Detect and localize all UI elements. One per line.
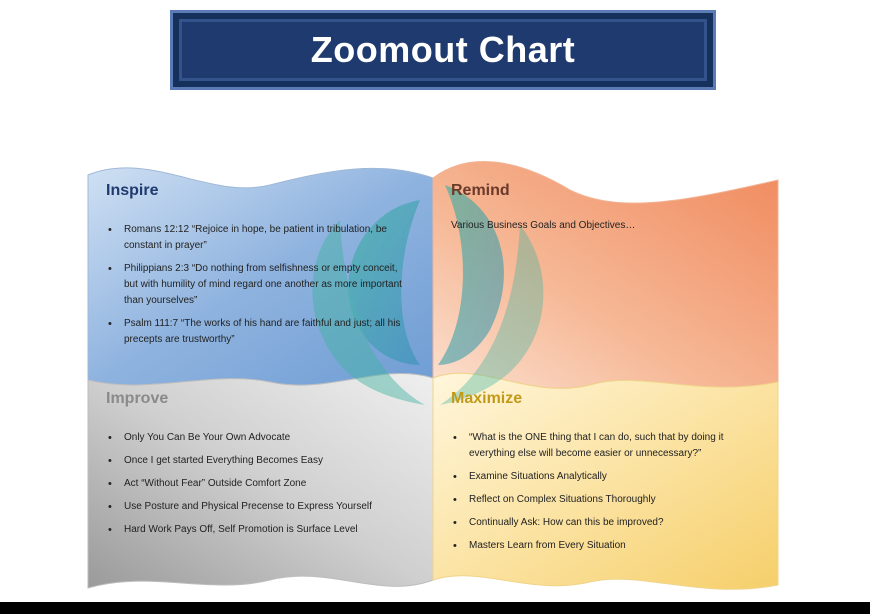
list-item: • “What is the ONE thing that I can do, such that by doing it everything else will become easier or unnecessary?” xyxy=(469,430,751,462)
list-item: • Masters Learn from Every Situation xyxy=(469,538,751,554)
inspire-heading: Inspire xyxy=(106,182,159,199)
remind-text: Various Business Goals and Objectives… xyxy=(451,220,636,231)
inspire-section xyxy=(106,182,406,355)
maximize-section xyxy=(451,390,751,561)
improve-section xyxy=(106,390,406,545)
inspire-list xyxy=(106,222,406,348)
list-item: • Psalm 111:7 “The works of his hand are faithful and just; all his precepts are trustworthy” xyxy=(124,316,406,348)
maximize-heading: Maximize xyxy=(451,390,523,407)
list-item: • Romans 12:12 “Rejoice in hope, be patient in tribulation, be constant in prayer” xyxy=(124,222,406,254)
list-item: • Continually Ask: How can this be improved? xyxy=(469,515,751,531)
list-item: • Once I get started Everything Becomes Easy xyxy=(124,453,406,469)
remind-section xyxy=(451,182,751,231)
remind-heading: Remind xyxy=(451,182,510,199)
list-item: • Reflect on Complex Situations Thoroughly xyxy=(469,492,751,508)
list-item: • Examine Situations Analytically xyxy=(469,469,751,485)
list-item: • Only You Can Be Your Own Advocate xyxy=(124,430,406,446)
list-item: • Philippians 2:3 “Do nothing from selfishness or empty conceit, but with humility of mind regard one another as more important than yourselves” xyxy=(124,261,406,309)
maximize-list xyxy=(451,430,751,554)
page-title: Zoomout Chart xyxy=(310,29,576,70)
list-item: • Hard Work Pays Off, Self Promotion is Surface Level xyxy=(124,522,406,538)
bottom-bar xyxy=(0,602,870,614)
list-item: • Act “Without Fear” Outside Comfort Zone xyxy=(124,476,406,492)
list-item: • Use Posture and Physical Precense to Express Yourself xyxy=(124,499,406,515)
improve-heading: Improve xyxy=(106,390,169,407)
improve-list xyxy=(106,430,406,538)
